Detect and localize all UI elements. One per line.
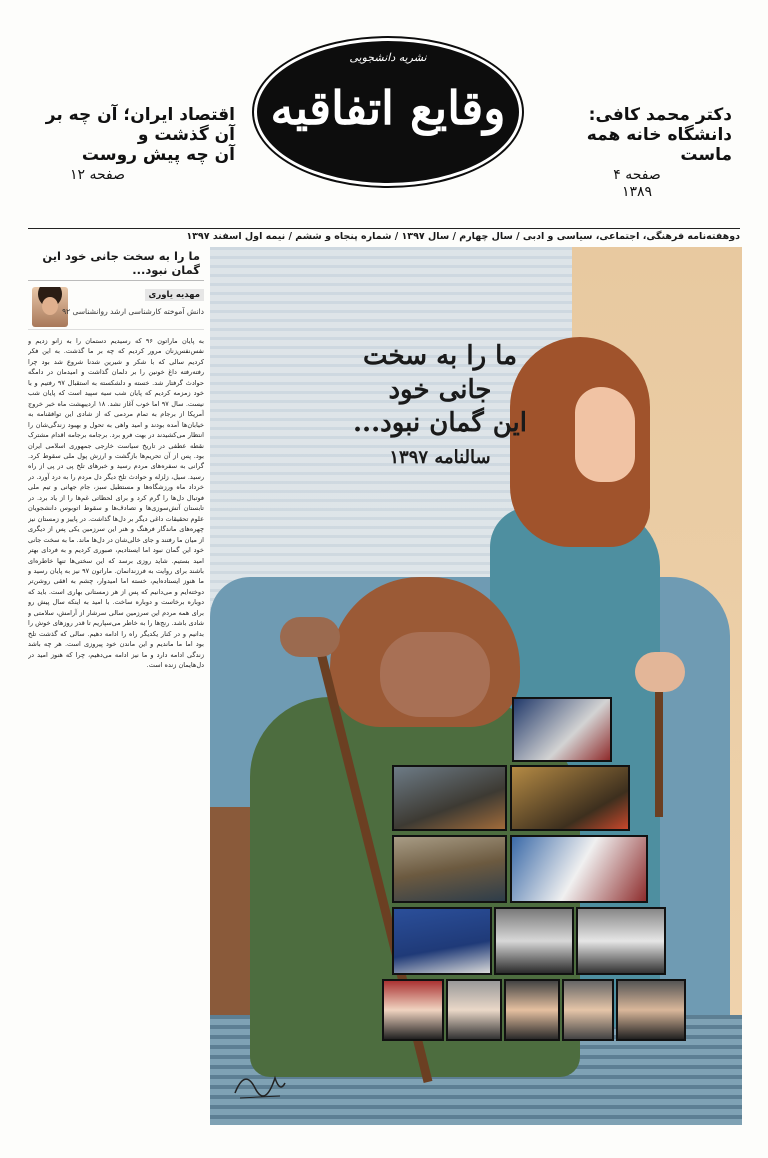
poster-title <box>340 339 540 473</box>
poster-title-line-3: سالنامه ۱۳۹۷ <box>389 447 491 468</box>
poster-title-line-1: ما را به سخت جانی خود <box>362 341 518 405</box>
cover-poster <box>210 247 742 1125</box>
photo-portrait-3 <box>382 979 444 1041</box>
issue-line: دوهفته‌نامه فرهنگی، اجتماعی، سیاسی و ادبی / سال چهارم / سال ۱۳۹۷ / شماره پنجاه و ششم / نیمه اول اسفند ۱۳۹۷ <box>28 228 740 245</box>
teaser-left-title-2: آن چه پیش روست <box>81 145 235 165</box>
photo-football <box>392 907 492 975</box>
photo-politics <box>512 697 612 762</box>
masthead <box>0 0 768 228</box>
logo <box>254 38 522 186</box>
photo-portrait-1 <box>494 907 574 975</box>
teaser-left-title-1: اقتصاد ایران؛ آن چه بر آن گذشت و <box>45 105 235 145</box>
logo-subtitle: نشریه دانشجویی <box>349 51 427 64</box>
author-block <box>28 287 204 330</box>
teaser-right[interactable] <box>542 105 732 185</box>
teaser-right-page: صفحه ۴ <box>613 167 661 183</box>
author-name: مهدیه یاوری <box>145 289 204 301</box>
photo-portrait-2 <box>576 907 666 975</box>
photo-plane-crash <box>392 765 507 831</box>
teaser-right-title-1: دکتر محمد کافی: <box>588 105 732 125</box>
photo-portrait-6 <box>562 979 614 1041</box>
teaser-left[interactable] <box>30 105 235 185</box>
artist-signature <box>230 1063 290 1103</box>
logo-title: وقایع اتفاقیه <box>270 81 506 135</box>
photo-fire <box>510 765 630 831</box>
teaser-right-title-2: دانشگاه خانه همه ماست <box>586 125 732 165</box>
author-role: دانش آموخته کارشناسی ارشد روانشناسی ۹۲ <box>62 307 204 316</box>
photo-portrait-4 <box>446 979 502 1041</box>
photo-collage <box>382 697 687 1042</box>
teaser-left-page: صفحه ۱۲ <box>70 167 126 183</box>
sidebar-article <box>28 247 204 1127</box>
article-headline[interactable]: ما را به سخت جانی خود این گمان نبود... <box>28 247 204 281</box>
photo-bus-wreck <box>392 835 507 903</box>
photo-rescue <box>510 835 648 903</box>
logo-year: ۱۳۸۹ <box>621 184 653 200</box>
photo-portrait-7 <box>616 979 686 1041</box>
article-body: به پایان ماراتون ۹۶ که رسیدیم دستمان را به زانو زدیم و نفس‌نفس‌زنان مرور کردیم که چه بر ما گذشت. به این فکر کردیم سالی که با شکر و شیرین شدنا شروع شد بود چرا رفته‌رفته داغ خونین را بر دلمان گذاشت و امیدمان در دامگه حوادث گرفتار شد. خسته و دلشکسته به استقبال ۹۷ رفتیم و با خود زمزمه کردیم که پایان شب سیه سپید است که پایان شب نیست. سال ۹۷ اما خوب آغاز نشد. ۱۸ اردیبهشت ماه خبر خروج آمریکا از برجام به تمام مردمی که از شادی این توافقنامه به خیابان‌ها آمده بودند و امید واهی به تحول و بهبود زندگی‌شان را انتظار می‌کشیدند در بهت فرو برد. برجامه برجامه اقدام مشترک نقطه عطفی در تاریخ سیاست خارجی جمهوری اسلامی ایران بود. پس از آن تحریم‌ها بازگشت و ارزش پول ملی سقوط کرد. گرانی به سفره‌های مردم رسید و خبرهای تلخ پی در پی از راه رسید. سیل، زلزله و حوادث تلخ دیگر دل مردم را به درد آورد. در خرداد ماه ورزشگاه‌ها و مستطیل سبز، جام جهانی و تیم ملی فوتبال دل‌ها را گرم کرد و برای لحظاتی غم‌ها را از یاد برد. در تابستان آتش‌سوزی‌ها و تصادف‌ها و سقوط اتوبوس دانشجویان علوم تحقیقات داغی دیگر بر دل‌ها گذاشت. در پاییز و زمستان نیز چهره‌های ماندگار فرهنگ و هنر این سرزمین یکی پس از دیگری از میان ما رفتند و جای خالی‌شان در دل‌ها ماند. ما به سخت جانی خود این گمان نبود اما ایستادیم، صبوری کردیم و به فردای بهتر امید بستیم. شاید روزی برسد که این سختی‌ها تنها خاطره‌ای باشند برای روایت به فرزندانمان. ماراتون ۹۷ نیز به پایان رسید و ما هنوز ایستاده‌ایم، خسته اما امیدوار، چشم به افقی روشن‌تر دوخته‌ایم و می‌دانیم که پس از هر زمستانی بهاری است. باید که دوباره برخاست و دوباره ساخت. با امید به اینکه سال پیش رو برای همه مردم این سرزمین سالی سرشار از آرامش، سلامتی و شادی باشد. رنج‌ها را به خاطر می‌سپاریم تا قدر روزهای خوش را بدانیم و در کنار یکدیگر راه را ادامه دهیم. سالی که گذشت تلخ بود اما ما ماندیم و این ماندن خود پیروزی است. هر چه باشد زندگی ادامه دارد و ما نیز ادامه می‌دهیم، چرا که هنوز امید در دل‌هایمان زنده است. <box>28 337 204 670</box>
photo-portrait-5 <box>504 979 560 1041</box>
poster-title-line-2: این گمان نبود... <box>352 408 528 438</box>
